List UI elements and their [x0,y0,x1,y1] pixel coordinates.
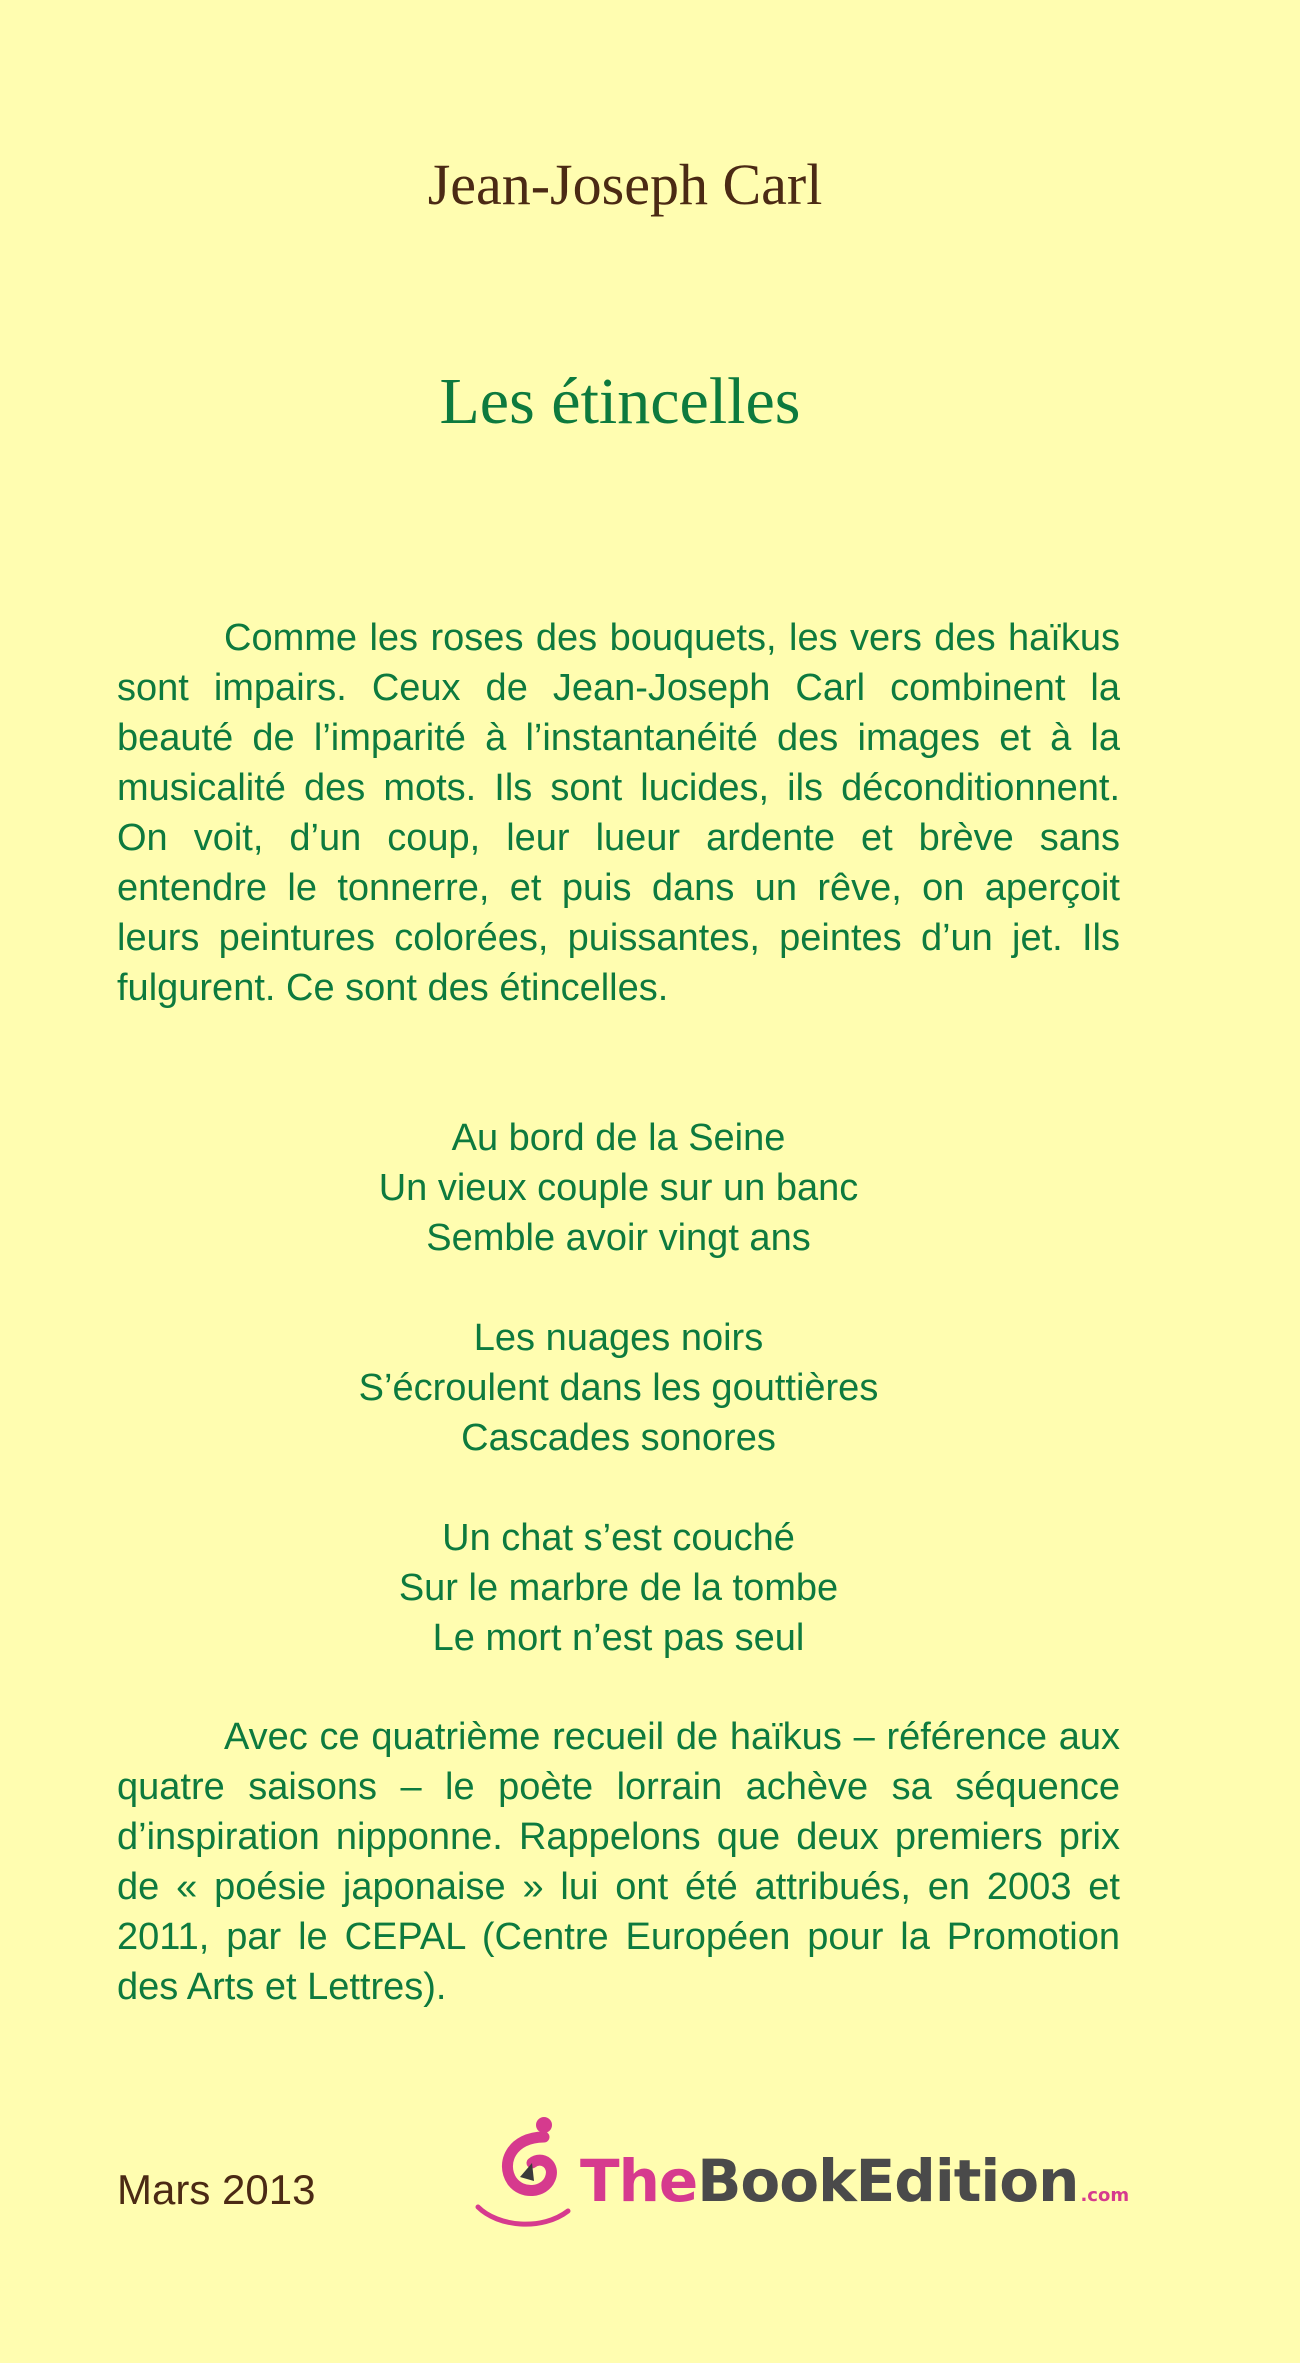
publisher-logo [472,2115,1130,2235]
closing-paragraph: Avec ce quatrième recueil de haïkus – référence aux quatre saisons – le poète lorrain achève sa séquence d’inspiration nipponne. Rappelons que deux premiers prix de « poésie japonaise » lui ont été attribués, en 2003 et 2011, par le CEPAL (Centre Européen pour la Promotion des Arts et Lettres). [117,1716,1120,2008]
haiku-line: S’écroulent dans les gouttières [358,1367,879,1409]
haiku-1 [117,1113,1120,1263]
intro-paragraph: Comme les roses des bouquets, les vers des haïkus sont impairs. Ceux de Jean-Joseph Carl combinent la beauté de l’imparité à l’instantanéité des images et à la musicalité des mots. Ils sont lucides, ils déconditionnent. On voit, d’un coup, leur lueur ardente et brève sans entendre le tonnerre, et puis dans un rêve, on aperçoit leurs peintures colorées, puissantes, peintes d’un jet. Ils fulgurent. Ce sont des étincelles. [117,617,1120,1009]
haiku-line: Un chat s’est couché [442,1517,795,1559]
haiku-line: Un vieux couple sur un banc [378,1167,859,1209]
haiku-line: Sur le marbre de la tombe [398,1567,839,1609]
haiku-line: Semble avoir vingt ans [426,1217,811,1259]
publication-date: Mars 2013 [117,2166,316,2213]
haiku-line: Les nuages noirs [473,1317,764,1359]
haiku-3 [117,1513,1120,1663]
publisher-logo-text [580,2148,1129,2229]
haiku-line: Le mort n’est pas seul [432,1617,805,1659]
haiku-2 [117,1313,1120,1463]
logo-the: The [580,2147,698,2215]
logo-bookedition: BookEdition [697,2147,1079,2215]
publisher-logo-icon [472,2115,582,2235]
haiku-line: Cascades sonores [461,1417,776,1459]
haiku-line: Au bord de la Seine [451,1117,786,1159]
book-title: Les étincelles [439,365,801,438]
author-name: Jean-Joseph Carl [427,152,823,217]
logo-dotcom: .com [1080,2185,1130,2206]
